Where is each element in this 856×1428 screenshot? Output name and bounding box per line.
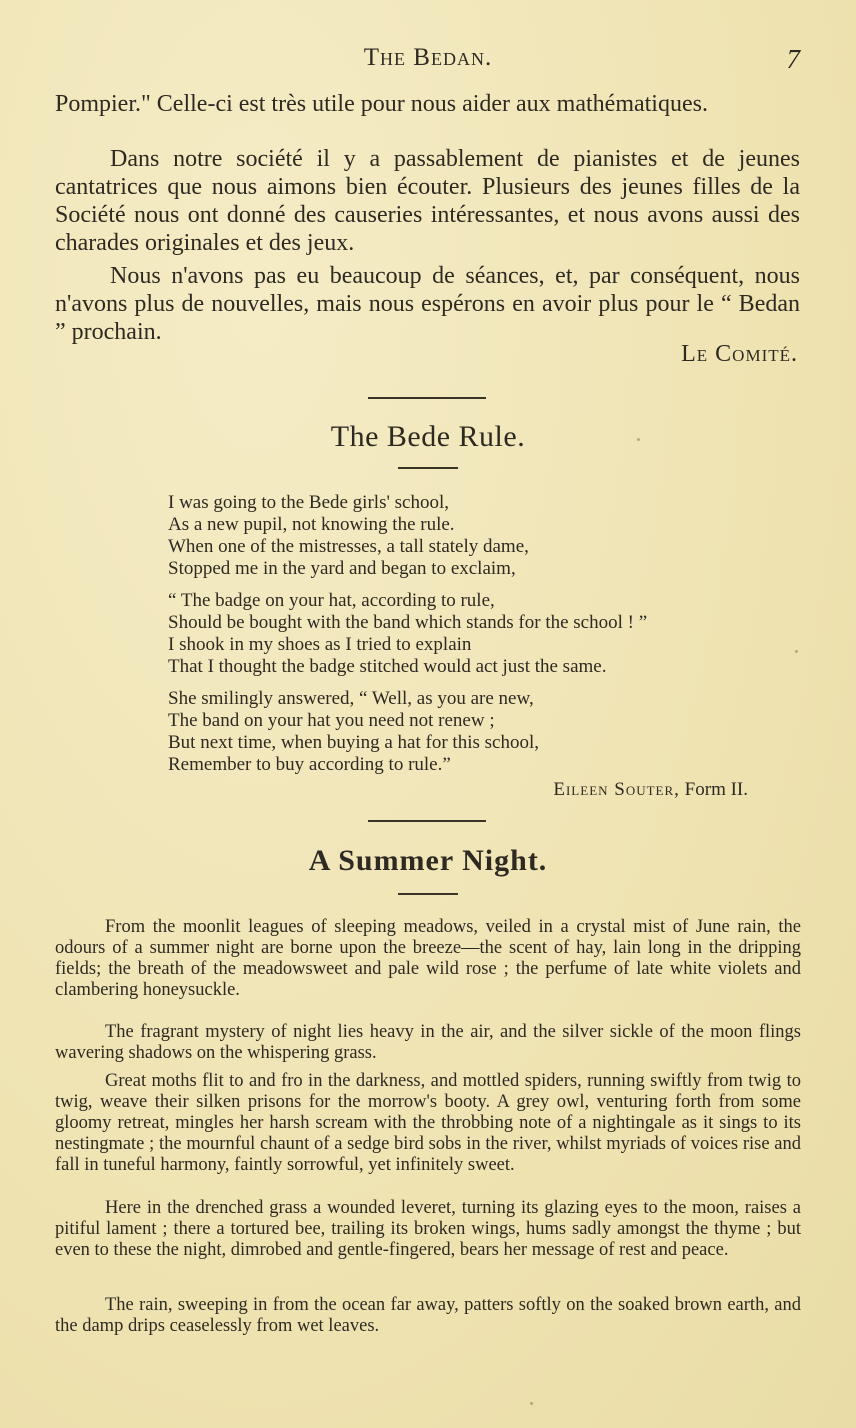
paper-speck (530, 1402, 533, 1405)
paragraph-text: Here in the drenched grass a wounded leveret, turning its glazing eyes to the moon, raises a pitiful lament ; there a tortured bee, trailing its broken wings, hums sadly amongst the thyme ; but even to these the night, dimrobed and gentle-fingered, bears her message of rest and peace. (55, 1198, 801, 1260)
poem-author (553, 779, 748, 801)
title-underline (398, 893, 458, 895)
paragraph-text: From the moonlit leagues of sleeping meadows, veiled in a crystal mist of June rain, the odours of a summer night are borne upon the breeze—the scent of hay, lain long in the dripping fields; the breath of the meadowsweet and pale wild rose ; the perfume of late white violets and clambering honeysuckle. (55, 917, 801, 1000)
running-title: The Bedan. (363, 44, 493, 71)
poem-line: But next time, when buying a hat for this school, (168, 732, 539, 753)
section-divider (368, 397, 486, 399)
french-paragraph-3: Nous n'avons pas eu beaucoup de séances, et, par conséquent, nous n'avons plus de nouvelles, mais nous espérons en avoir plus pour le “ Bedan ” prochain. (55, 263, 800, 345)
summer-paragraph-2 (55, 1022, 801, 1064)
poem-line: I was going to the Bede girls' school, (168, 492, 449, 513)
french-paragraph-2: Dans notre société il y a passablement de pianistes et de jeunes cantatrices que nous aimons bien écouter. Plusieurs des jeunes filles de la Société nous ont donné des causeries intéressantes, et nous avons aussi des charades originales et des jeux. (55, 146, 800, 256)
poem-line: The band on your hat you need not renew ; (168, 710, 495, 731)
paper-speck (637, 438, 640, 441)
poem-line: Should be bought with the band which stands for the school ! ” (168, 612, 648, 633)
title-underline (398, 467, 458, 469)
committee-signature: Le Comité. (681, 341, 798, 367)
bede-rule-title: The Bede Rule. (330, 420, 526, 453)
summer-night-title: A Summer Night. (308, 844, 548, 877)
summer-paragraph-3 (55, 1071, 801, 1176)
running-head (0, 44, 856, 80)
section-divider (368, 820, 486, 822)
poem-stanza-2 (168, 590, 808, 678)
poem-line: I shook in my shoes as I tried to explain (168, 634, 472, 655)
author-name: Eileen Souter, (553, 779, 680, 800)
author-form: Form II. (684, 779, 748, 800)
paragraph-text: The fragrant mystery of night lies heavy in the air, and the silver sickle of the moon flings wavering shadows on the whispering grass. (55, 1022, 801, 1063)
summer-paragraph-4 (55, 1198, 801, 1261)
poem-line: Remember to buy according to rule.” (168, 754, 451, 775)
paragraph-text: Great moths flit to and fro in the darkness, and mottled spiders, running swiftly from twig to twig, weave their silken prisons for the morrow's booty. A grey owl, venturing forth from some gloomy retreat, mingles her harsh scream with the throbbing note of a nightingale as it sings to its nestingmate ; the mournful chaunt of a sedge bird sobs in the river, whilst myriads of voices rise and fall in tuneful harmony, faintly sorrowful, yet infinitely sweet. (55, 1071, 801, 1175)
poem-line: Stopped me in the yard and began to exclaim, (168, 558, 516, 579)
paper-speck (795, 650, 798, 653)
summer-paragraph-1 (55, 917, 801, 1001)
french-paragraph-1: Pompier." Celle-ci est très utile pour nous aider aux mathématiques. (55, 91, 708, 117)
poem-line: “ The badge on your hat, according to rule, (168, 590, 495, 611)
paragraph-text: The rain, sweeping in from the ocean far away, patters softly on the soaked brown earth, and the damp drips ceaselessly from wet leaves. (55, 1295, 801, 1336)
poem-line: When one of the mistresses, a tall stately dame, (168, 536, 529, 557)
page-number: 7 (786, 44, 800, 74)
poem-line: As a new pupil, not knowing the rule. (168, 514, 455, 535)
poem-stanza-3 (168, 688, 808, 776)
poem-line: She smilingly answered, “ Well, as you are new, (168, 688, 534, 709)
summer-paragraph-5 (55, 1295, 801, 1337)
poem-line: That I thought the badge stitched would act just the same. (168, 656, 607, 677)
poem-stanza-1 (168, 492, 808, 580)
